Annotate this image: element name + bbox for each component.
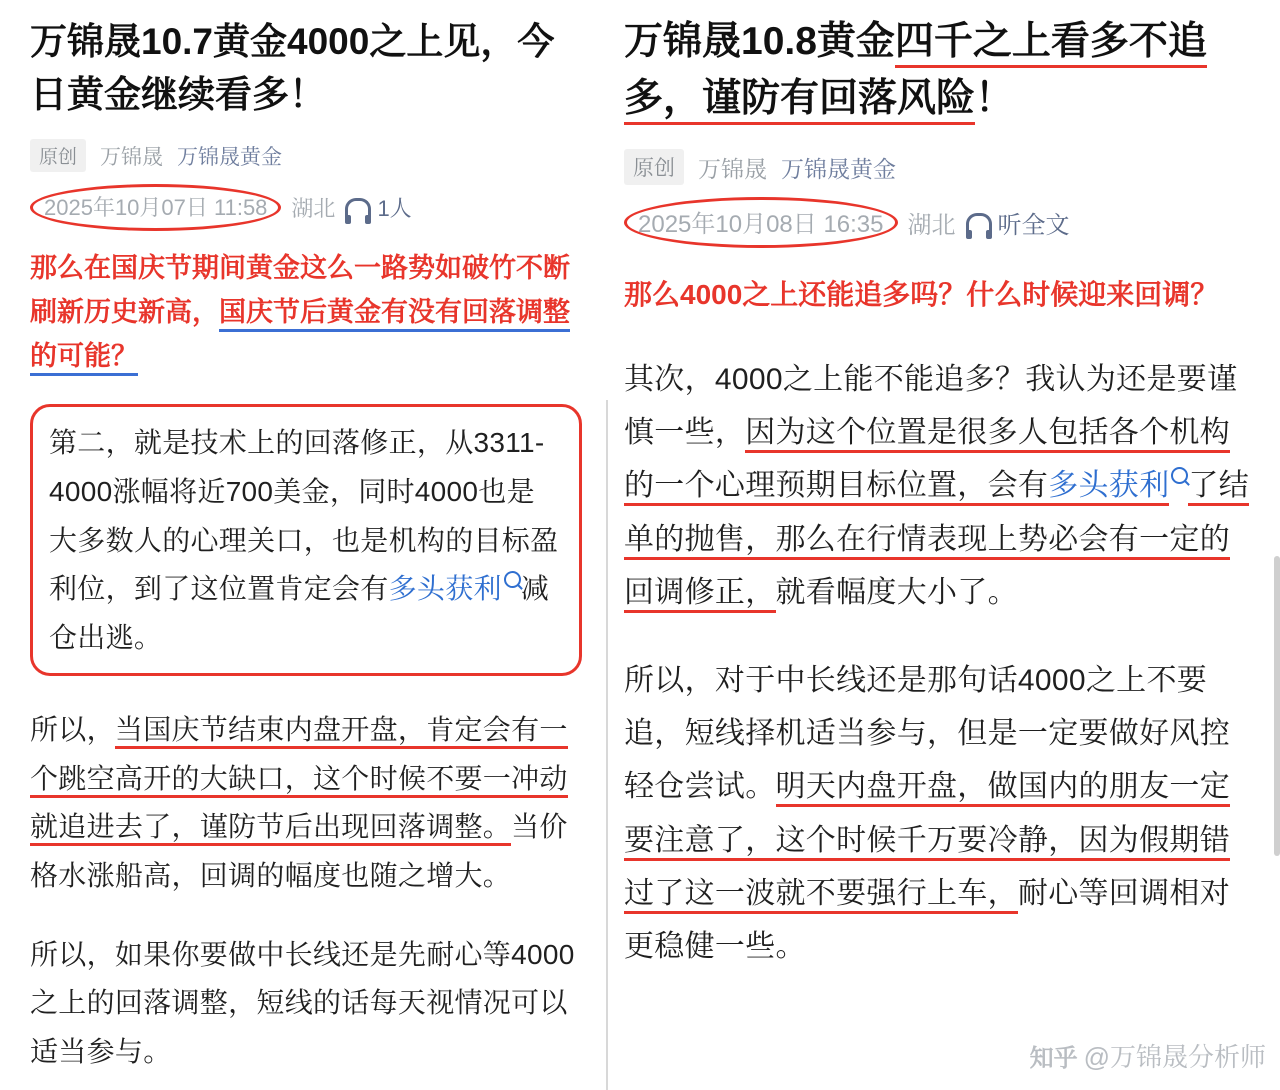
headset-icon — [345, 198, 371, 217]
headset-icon — [966, 213, 992, 232]
left-article-title: 万锦晟10.7黄金4000之上见，今日黄金继续看多！ — [30, 21, 555, 115]
right-account-name[interactable]: 万锦晟黄金 — [781, 155, 896, 182]
left-date-highlight — [30, 184, 281, 231]
left-original-badge: 原创 — [30, 139, 86, 172]
zhihu-logo: 知乎 — [1029, 1045, 1078, 1072]
search-icon[interactable] — [504, 571, 521, 588]
left-listen-label: 1人 — [377, 196, 412, 222]
right-title-part-c: ！ — [975, 76, 1015, 120]
right-listen-label: 听全文 — [997, 212, 1070, 240]
left-boxed-text-a: 第二，就是技术上的回落修正，从3311-4000涨幅将近700美金，同时4000也是大多数人的心理关口，也是机构的目标盈利位，到了这位置肯定会有 — [49, 427, 559, 605]
left-region-label: 湖北 — [291, 196, 336, 222]
right-keyword-label: 多头获利 — [1048, 469, 1169, 506]
right-paragraph-1 — [624, 353, 1256, 620]
right-listen-button[interactable] — [966, 205, 1070, 240]
right-p2-c: 耐心等回调相对更稳健一些。 — [624, 877, 1231, 964]
left-boxed-text-b: 减仓出逃。 — [49, 573, 550, 654]
right-article-column — [614, 0, 1280, 1090]
right-meta-row — [624, 197, 1256, 248]
left-highlighted-box — [30, 404, 582, 676]
right-keyword-link[interactable] — [1048, 469, 1188, 502]
right-title-part-a: 万锦晟10.8黄金 — [624, 20, 895, 63]
right-paragraph-2 — [624, 654, 1256, 974]
right-byline — [624, 149, 1256, 185]
left-publish-date: 2025年10月07日 11:58 — [44, 195, 268, 221]
left-p2-c: 当价格水涨船高，回调的幅度也随之增大。 — [30, 811, 568, 892]
watermark — [1030, 1037, 1266, 1074]
right-article-title — [624, 14, 1256, 127]
left-author-name[interactable]: 万锦晟 — [100, 145, 164, 169]
right-author-name[interactable]: 万锦晟 — [698, 155, 767, 182]
right-publish-date: 2025年10月08日 16:35 — [638, 211, 884, 239]
right-p1-a: 其次，4000之上能不能追多？我认为还是要谨慎一些， — [624, 362, 1238, 449]
right-lead-paragraph: 那么4000之上还能追多吗？什么时候迎来回调？ — [624, 279, 1219, 311]
left-byline — [30, 139, 582, 172]
left-boxed-paragraph — [49, 419, 563, 663]
right-title-part-b: 四千之上看多不追多，谨防有回落风险 — [624, 20, 1207, 125]
left-lead-part1: 那么在国庆节期间黄金这么一路势如破竹不断刷新历史新高， — [30, 253, 570, 327]
left-account-name[interactable]: 万锦晟黄金 — [177, 145, 283, 169]
left-paragraph-2 — [30, 706, 582, 901]
right-region-label: 湖北 — [907, 212, 956, 240]
left-listen-button[interactable] — [345, 192, 411, 223]
right-p1-underlined-b: 因为这个位置是很多人包括各个机构的一个心理预期目标位置，会有 — [624, 416, 1230, 506]
left-p2-a: 所以， — [30, 713, 115, 745]
page-scrollbar[interactable] — [1274, 556, 1280, 856]
right-p1-d: 就看幅度大小了。 — [775, 576, 1018, 610]
right-date-highlight — [624, 197, 898, 248]
search-icon[interactable] — [1171, 467, 1188, 484]
watermark-handle: @万锦晟分析师 — [1083, 1042, 1266, 1072]
left-keyword-link[interactable] — [389, 573, 521, 604]
right-p1-underlined-c: 了结单的抛售，那么在行情表现上势必会有一定的回调修正， — [624, 469, 1249, 613]
column-divider — [600, 0, 614, 1090]
left-article-column — [0, 0, 600, 1090]
left-meta-row — [30, 184, 582, 231]
right-p2-a: 所以，对于中长线还是那句话4000之上不要追，短线择机适当参与，但是一定要做好风控轻仓尝试。 — [624, 663, 1230, 804]
left-lead-part2: 国庆节后黄金有没有回落调整的可能？ — [30, 297, 570, 376]
left-p2-underlined: 当国庆节结束内盘开盘，肯定会有一个跳空高开的大缺口，这个时候不要一冲动就追进去了，谨防节后出现回落调整。 — [30, 714, 568, 846]
right-p2-underlined: 明天内盘开盘，做国内的朋友一定要注意了，这个时候千万要冷静，因为假期错过了这一波就不要强行上车， — [624, 770, 1230, 914]
left-paragraph-3: 所以，如果你要做中长线还是先耐心等4000之上的回落调整，短线的话每天视情况可以适当参与。 — [30, 938, 575, 1068]
left-keyword-label: 多头获利 — [388, 573, 502, 605]
left-lead-paragraph — [30, 247, 582, 378]
right-original-badge: 原创 — [624, 149, 684, 185]
